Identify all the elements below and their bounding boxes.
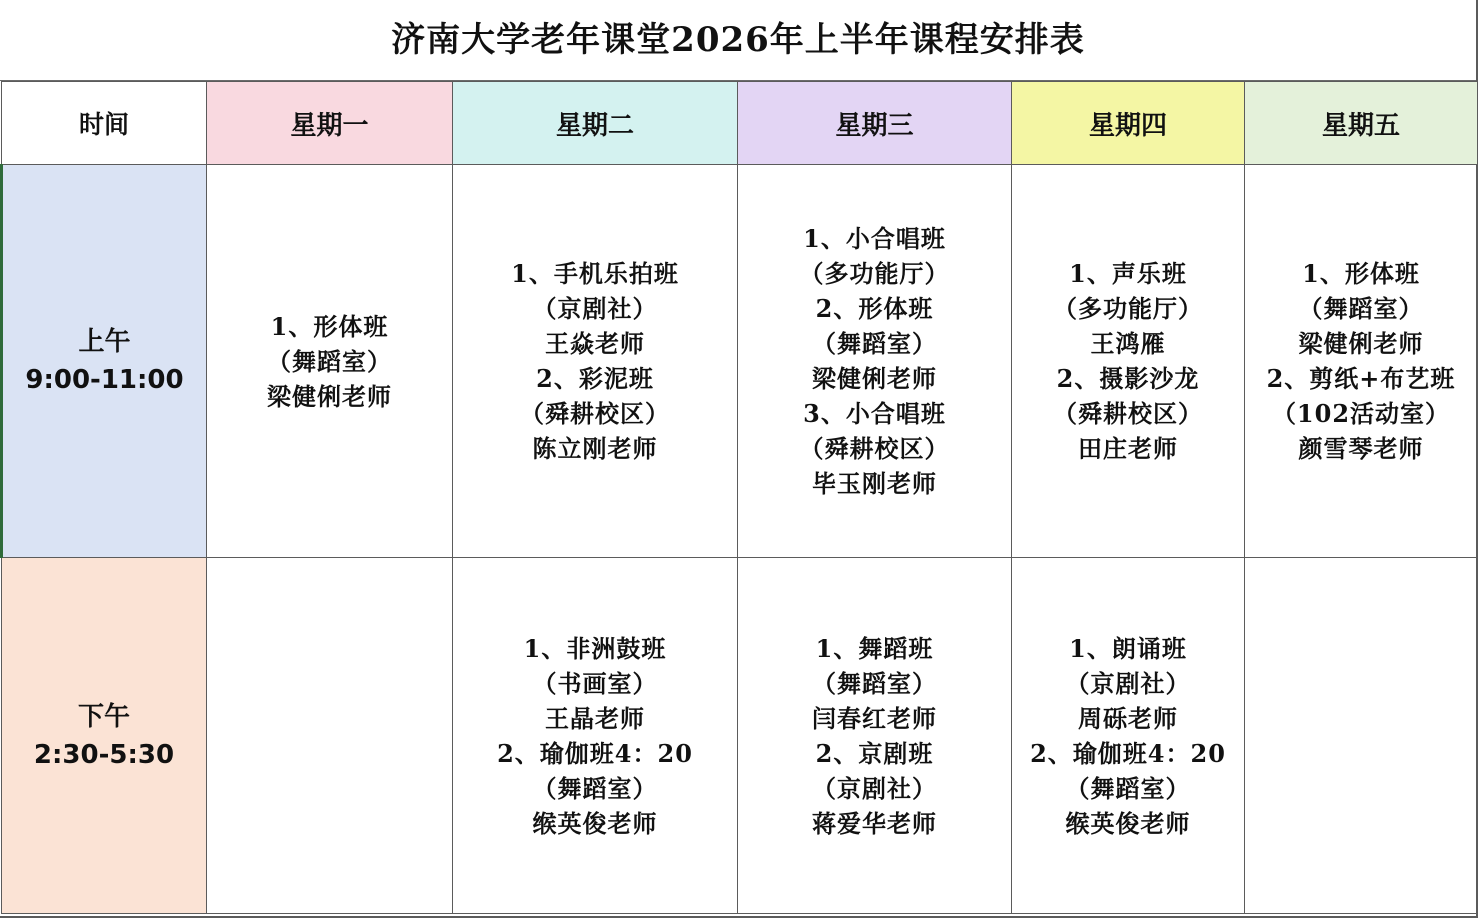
cell-thursday-morning	[1012, 165, 1245, 558]
course-line: 2、剪纸+布艺班	[1266, 364, 1456, 393]
course-line: 1、手机乐拍班	[511, 259, 679, 288]
cell-friday-morning	[1245, 165, 1478, 558]
course-line: （舜耕校区）	[520, 399, 670, 428]
day-header-friday: 星期五	[1245, 82, 1478, 165]
morning-row	[2, 165, 1478, 558]
page-title: 济南大学老年课堂2026年上半年课程安排表	[0, 0, 1476, 81]
course-line: （舞蹈室）	[267, 346, 392, 376]
course-line: 陈立刚老师	[532, 434, 658, 463]
course-line: （京剧社）	[532, 294, 658, 323]
cell-monday-afternoon	[207, 558, 453, 914]
course-line: 田庄老师	[1078, 434, 1178, 463]
afternoon-row	[2, 558, 1478, 914]
course-line: 王晶老师	[545, 703, 645, 733]
course-line: 1、小合唱班	[803, 224, 946, 253]
course-line: 王焱老师	[545, 329, 645, 358]
course-line: 3、小合唱班	[803, 399, 946, 428]
course-line: （书画室）	[532, 668, 658, 698]
cell-tuesday-afternoon	[453, 558, 738, 914]
course-line: （舞蹈室）	[532, 773, 658, 803]
course-line: （舜耕校区）	[799, 434, 950, 463]
course-line: （舞蹈室）	[812, 668, 937, 698]
time-slot-afternoon	[2, 558, 207, 914]
day-header-monday: 星期一	[207, 82, 453, 165]
course-line: （多功能厅）	[799, 259, 950, 288]
course-line: 1、朗诵班	[1069, 633, 1187, 663]
slot-name: 上午	[78, 327, 131, 357]
course-line: 1、非洲鼓班	[523, 633, 667, 663]
time-slot-morning	[2, 165, 207, 558]
course-line: 颜雪琴老师	[1298, 434, 1424, 463]
course-line: 1、形体班	[1302, 259, 1420, 288]
course-line: 2、摄影沙龙	[1056, 364, 1200, 393]
course-line: 2、彩泥班	[536, 364, 654, 393]
slot-time: 2:30-5:30	[33, 739, 175, 770]
slot-name: 下午	[77, 701, 130, 732]
course-line: 1、声乐班	[1069, 259, 1187, 288]
course-line: （多功能厅）	[1053, 294, 1203, 323]
course-line: （京剧社）	[812, 773, 937, 803]
course-line: （舞蹈室）	[812, 329, 937, 358]
course-line: （舞蹈室）	[1065, 773, 1191, 803]
course-line: 梁健俐老师	[1298, 329, 1424, 358]
time-column-header: 时间	[2, 82, 207, 165]
course-line: 1、形体班	[270, 311, 389, 341]
course-line: 2、形体班	[815, 294, 934, 323]
course-line: 2、瑜伽班4：20	[497, 738, 693, 768]
course-line: 毕玉刚老师	[812, 469, 937, 498]
course-line: 蒋爱华老师	[812, 808, 937, 838]
course-line: 缑英俊老师	[532, 808, 658, 838]
slot-time: 9:00-11:00	[25, 365, 184, 395]
course-line: 梁健俐老师	[812, 364, 937, 393]
course-line: 2、京剧班	[815, 738, 934, 768]
course-line: 缑英俊老师	[1065, 808, 1191, 838]
day-header-tuesday: 星期二	[453, 82, 738, 165]
course-line: 王鸿雁	[1090, 329, 1166, 358]
course-line: 周砾老师	[1078, 703, 1178, 733]
cell-wednesday-afternoon	[738, 558, 1012, 914]
cell-wednesday-morning	[738, 165, 1012, 558]
cell-friday-afternoon	[1245, 558, 1478, 914]
course-line: 梁健俐老师	[267, 381, 392, 411]
course-line: 闫春红老师	[812, 703, 937, 733]
schedule-table	[0, 81, 1478, 914]
course-line: （舜耕校区）	[1053, 399, 1203, 428]
day-header-thursday: 星期四	[1012, 82, 1245, 165]
day-header-wednesday: 星期三	[738, 82, 1012, 165]
course-line: 1、舞蹈班	[815, 633, 934, 663]
header-row	[2, 82, 1478, 165]
cell-tuesday-morning	[453, 165, 738, 558]
course-line: （京剧社）	[1065, 668, 1191, 698]
course-line: （102活动室）	[1271, 399, 1451, 428]
course-line: （舞蹈室）	[1298, 294, 1424, 323]
cell-thursday-afternoon	[1012, 558, 1245, 914]
course-line: 2、瑜伽班4：20	[1030, 738, 1226, 768]
cell-monday-morning	[207, 165, 453, 558]
